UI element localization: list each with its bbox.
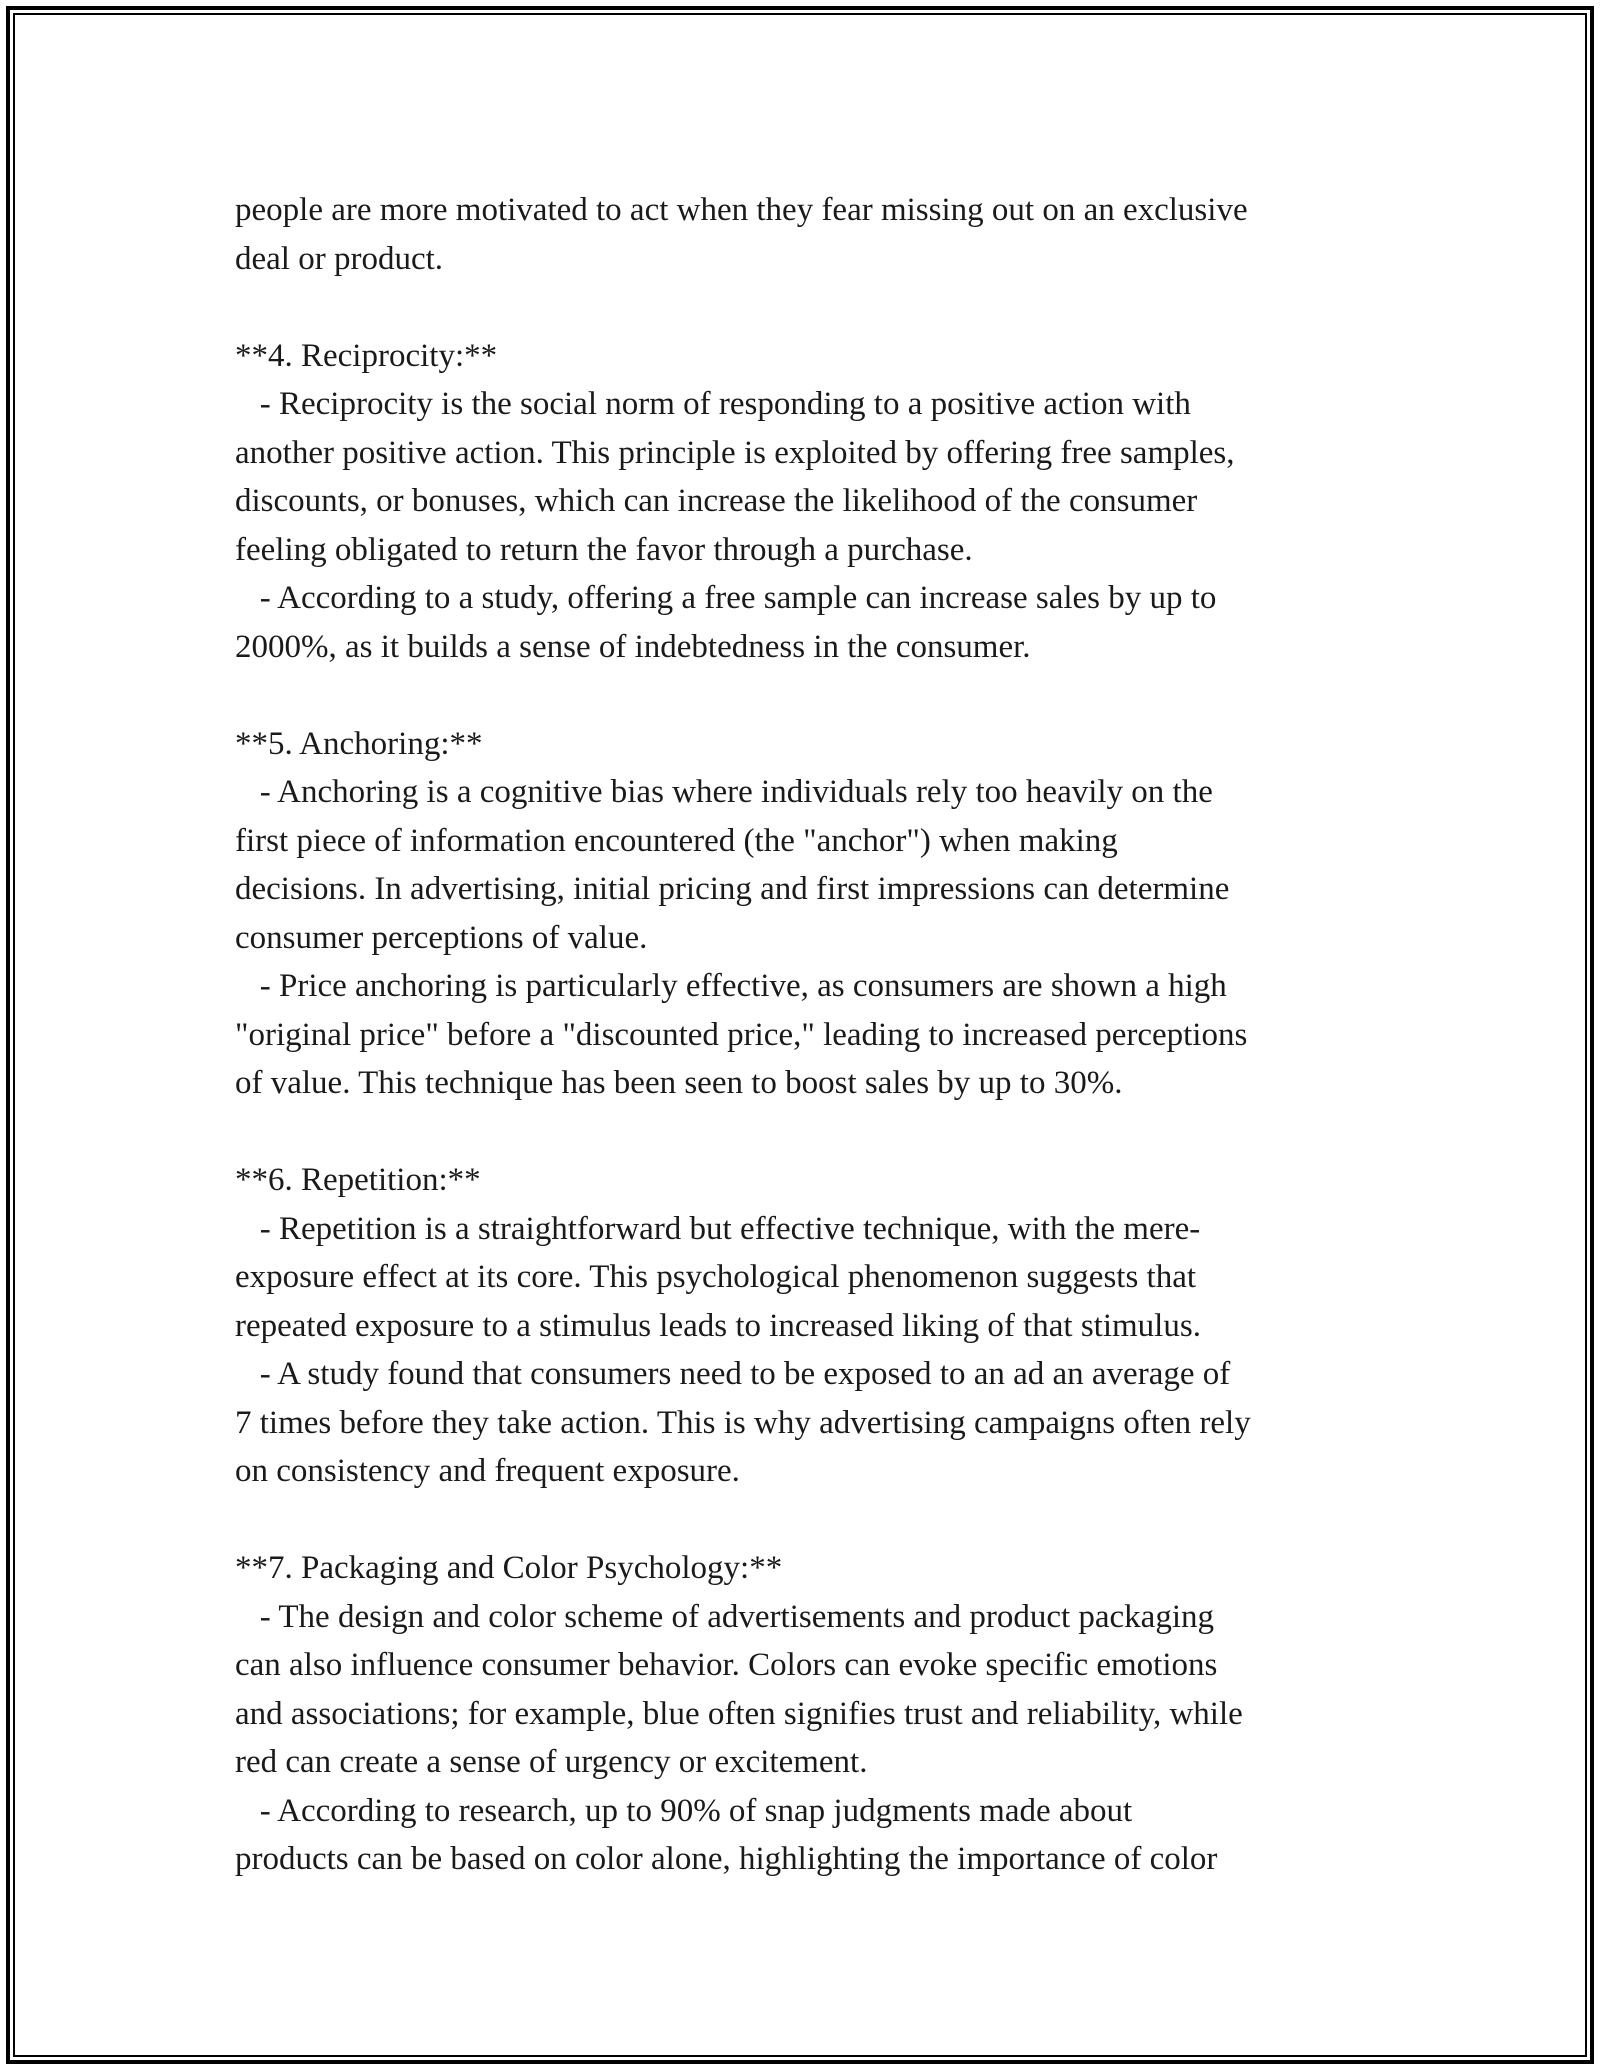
text-line: people are more motivated to act when they fear missing out on an exclusive [235, 192, 1248, 228]
text-line: 7 times before they take action. This is why advertising campaigns often rely [235, 1404, 1251, 1441]
text-line: 2000%, as it builds a sense of indebtedness in the consumer. [235, 628, 1031, 665]
text-line: - Price anchoring is particularly effective, as consumers are shown a high [235, 968, 1227, 1004]
text-line: - According to research, up to 90% of snap judgments made about [235, 1792, 1133, 1829]
text-line: decisions. In advertising, initial pricing and first impressions can determine [235, 871, 1230, 907]
text-line: discounts, or bonuses, which can increase the likelihood of the consumer [235, 483, 1198, 519]
text-line: - The design and color scheme of advertisements and product packaging [235, 1598, 1214, 1635]
section-heading-repetition: **6. Repetition:** [235, 1162, 481, 1198]
text-line: - Anchoring is a cognitive bias where individuals rely too heavily on the [235, 774, 1213, 810]
section-heading-anchoring: **5. Anchoring:** [235, 725, 483, 762]
text-line: deal or product. [235, 240, 444, 277]
text-line: - Repetition is a straightforward but effective technique, with the mere- [235, 1210, 1201, 1247]
text-line: consumer perceptions of value. [235, 919, 648, 956]
text-line: - A study found that consumers need to be exposed to an ad an average of [235, 1356, 1231, 1392]
text-line: and associations; for example, blue often signifies trust and reliability, while [235, 1695, 1243, 1732]
text-line: another positive action. This principle is exploited by offering free samples, [235, 434, 1235, 471]
section-heading-packaging-color: **7. Packaging and Color Psychology:** [235, 1550, 783, 1586]
document-body [235, 186, 1385, 1884]
text-line: feeling obligated to return the favor through a purchase. [235, 531, 973, 568]
text-line: products can be based on color alone, highlighting the importance of color [235, 1841, 1218, 1877]
text-line: on consistency and frequent exposure. [235, 1453, 740, 1489]
section-heading-reciprocity: **4. Reciprocity:** [235, 337, 498, 374]
text-line: of value. This technique has been seen to boost sales by up to 30%. [235, 1065, 1123, 1101]
text-line: can also influence consumer behavior. Colors can evoke specific emotions [235, 1647, 1218, 1683]
text-line: - Reciprocity is the social norm of responding to a positive action with [235, 386, 1191, 422]
blank-line [235, 1496, 1385, 1545]
text-line: first piece of information encountered (the "anchor") when making [235, 822, 1118, 859]
blank-line [235, 283, 1385, 332]
text-line: - According to a study, offering a free sample can increase sales by up to [235, 580, 1217, 616]
blank-line [235, 671, 1385, 720]
text-line: exposure effect at its core. This psychological phenomenon suggests that [235, 1259, 1197, 1295]
text-line: red can create a sense of urgency or excitement. [235, 1744, 868, 1780]
text-line: repeated exposure to a stimulus leads to increased liking of that stimulus. [235, 1307, 1201, 1344]
text-line: "original price" before a "discounted price," leading to increased perceptions [235, 1016, 1248, 1053]
blank-line [235, 1108, 1385, 1157]
